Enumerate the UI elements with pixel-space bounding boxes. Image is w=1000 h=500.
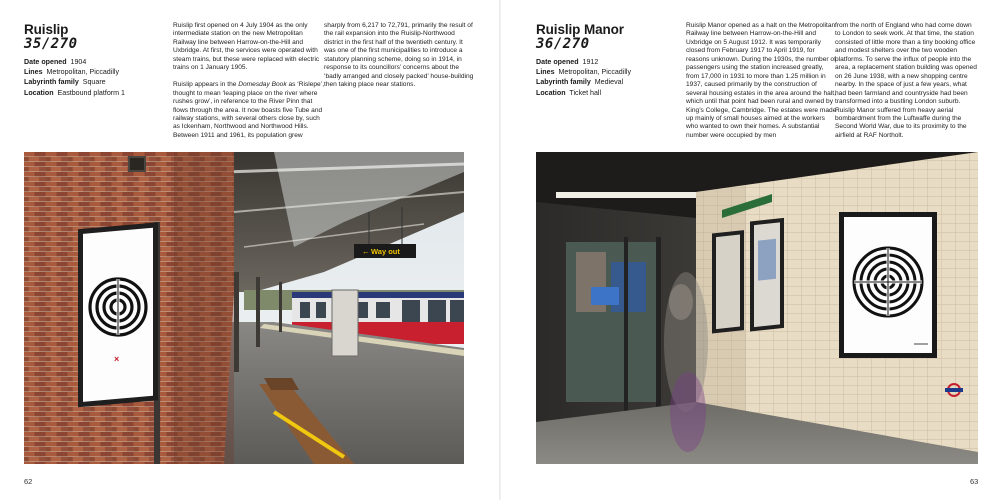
right-page: [501, 0, 1000, 500]
fact-value: Metropolitan, Piccadilly: [558, 68, 632, 77]
page-number-left: 62: [24, 477, 33, 486]
body-paragraph: sharply from 6,217 to 72,791, primarily the result of the rail expansion into the Ruislip-Northwood district in the first half of the twentieth century. It was one of the first municipalities to introduce a statutory planning scheme, doing so in 1914, in response to its councillors’ concerns about the ‘badly arranged and closely packed’ house-building then taking place near stations.: [324, 22, 474, 89]
body-column-2: [835, 22, 978, 140]
body-column-2: [324, 22, 474, 90]
fact-value: Eastbound platform 1: [57, 88, 125, 97]
fact-value: 1912: [582, 58, 599, 66]
fact-labyrinth-family: [24, 77, 125, 87]
station-facts-ruislip-manor: [536, 57, 631, 98]
body-column-1: [686, 22, 838, 140]
body-text: Ruislip appears in the: [173, 81, 239, 89]
station-title-ruislip-manor: Ruislip Manor: [536, 22, 624, 37]
body-paragraph: Ruislip first opened on 4 July 1904 as the only intermediate station on the new Metropolitan Railway line between Harrow-on-the-Hill and Uxbridge. At first, the services were operated with steam trains, but these were replaced with electric trains on 1 January 1905.: [173, 22, 320, 72]
body-paragraph: Ruislip Manor opened as a halt on the Metropolitan Railway line between Harrow-on-the-Hill and Uxbridge on 5 August 1912. It was temporarily closed from February 1917 to April 1919, for reasons unknown. During the 1930s, the number of passengers using the station increased greatly, from 17,000 in 1931 to more than 1.25 million in 1937, caused primarily by the construction of several housing estates in the area around the halt, which until that point had been rural and owned by King’s College, Cambridge. The estates were made up mainly of small houses aimed at the workers who wanted to own their homes. A substantial number were occupied by men: [686, 22, 837, 139]
way-out-sign-text: Way out: [371, 247, 400, 256]
fact-label: Date opened: [536, 58, 579, 66]
body-column-1: [173, 22, 325, 140]
book-title-emphasis: Domesday Book: [238, 81, 287, 89]
fact-value: 1904: [70, 58, 87, 66]
fact-lines: [536, 67, 631, 77]
station-title-ruislip: Ruislip: [24, 22, 69, 37]
fact-label: Lines: [24, 68, 43, 77]
fact-location: [24, 88, 125, 98]
fact-date-opened: [24, 57, 125, 67]
fact-label: Location: [24, 88, 54, 97]
fact-date-opened: [536, 57, 631, 67]
fact-label: Location: [536, 88, 566, 97]
svg-text:←: ←: [362, 247, 370, 256]
svg-text:×: ×: [114, 354, 120, 364]
body-text: as ‘Rislepe’, thought to mean ‘leaping place on the river where rushes grow’, in reference to the River Pinn that flows through the area. It now boasts five Tube and railway stations, with several others close by, such as Ickenham, Northwood and Northwood Hills. Between 1911 and 1961, its population grew: [173, 81, 325, 139]
fact-labyrinth-family: [536, 77, 631, 87]
fact-lines: [24, 67, 125, 77]
body-paragraph: from the north of England who had come down to London to seek work. At that time, the station consisted of little more than a tiny booking office and modest shelters over the two wooden platforms. To serve the influx of people into the area, a replacement station building was opened on 26 June 1938, with a new shopping centre nearby. In the space of just a few years, what had been farmland and countryside had been transformed into a bustling London suburb. Ruislip Manor suffered from heavy aerial bombardment from the Luftwaffe during the Second World War, due to its proximity to the airfield at RAF Northolt.: [835, 22, 977, 139]
fact-label: Labyrinth family: [536, 78, 591, 87]
fact-value: Ticket hall: [569, 88, 602, 97]
fact-label: Date opened: [24, 58, 67, 66]
fact-value: Metropolitan, Piccadilly: [46, 68, 120, 77]
fact-location: [536, 88, 631, 98]
fact-value: Medieval: [594, 78, 624, 87]
page-number-right: 63: [970, 477, 979, 486]
fact-value: Square: [82, 78, 106, 87]
ruislip-platform-photo: [24, 152, 464, 464]
ruislip-manor-ticket-hall-photo: [536, 152, 978, 464]
left-page: [0, 0, 499, 500]
station-number-36: 36/270: [536, 36, 590, 52]
fact-label: Lines: [536, 68, 555, 77]
fact-label: Labyrinth family: [24, 78, 79, 87]
body-paragraph: [173, 81, 325, 140]
station-number-35: 35/270: [24, 36, 78, 52]
station-facts-ruislip: [24, 57, 125, 98]
